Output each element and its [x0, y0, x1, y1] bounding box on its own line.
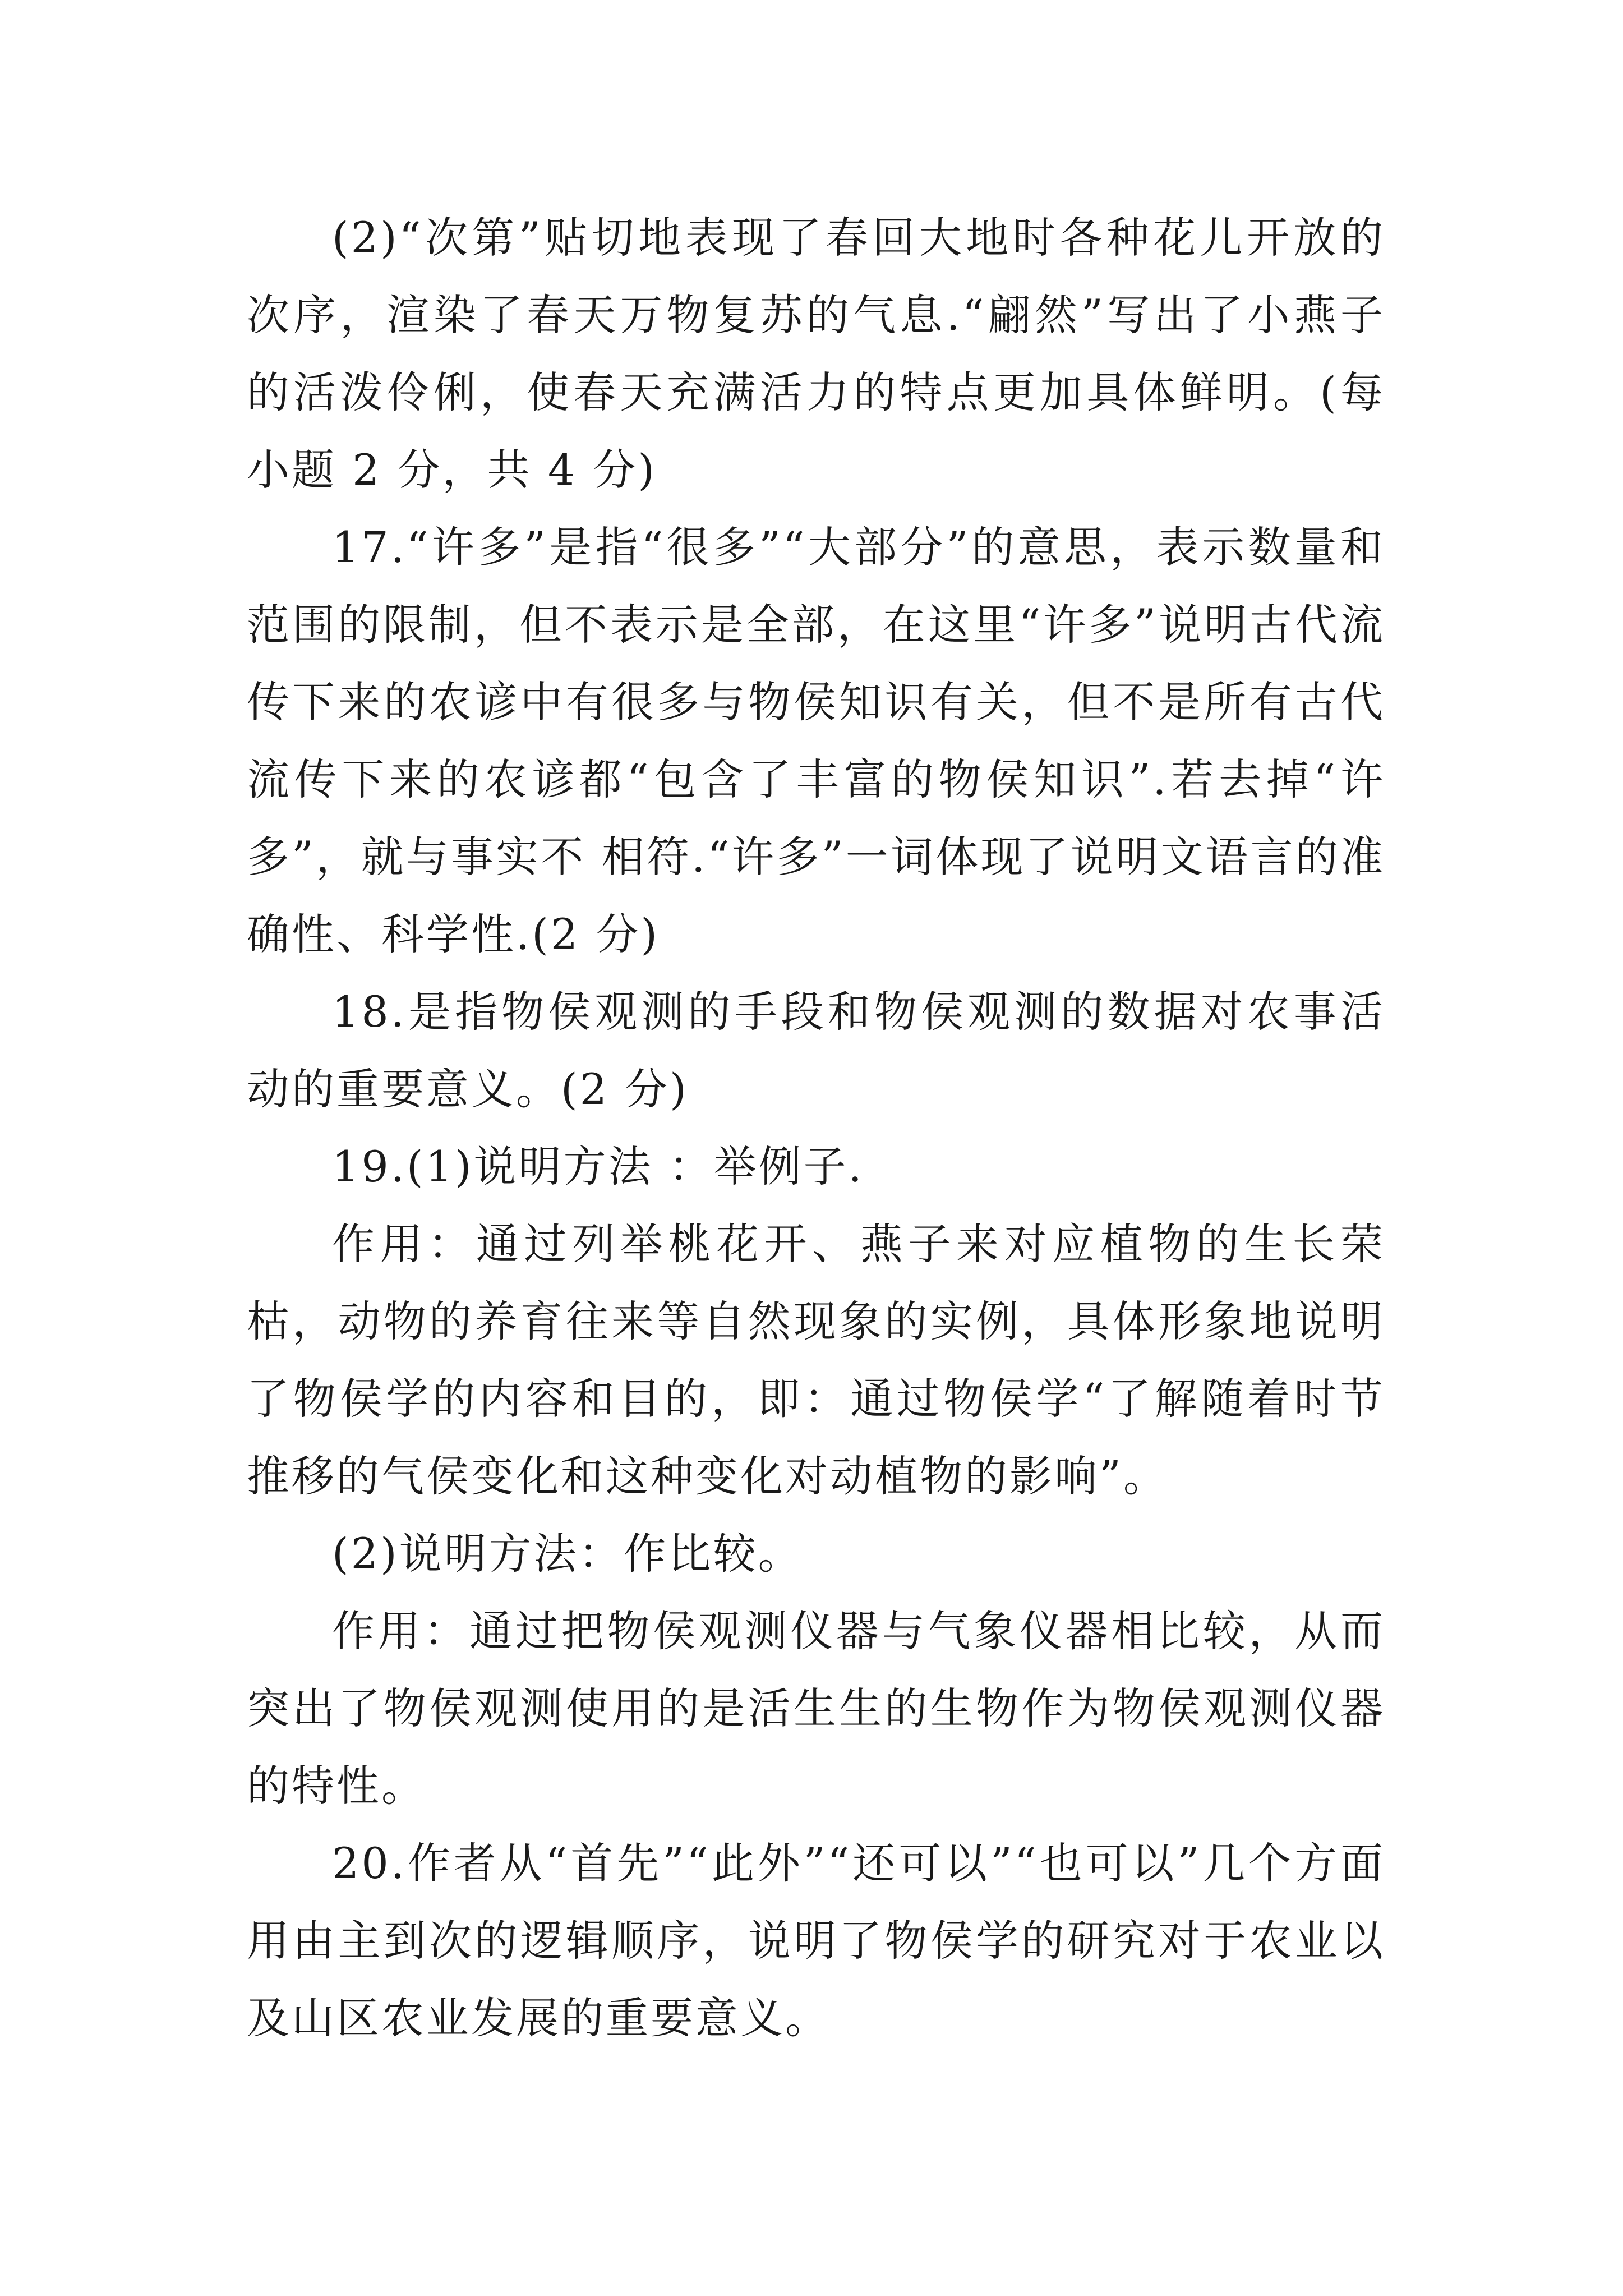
answer-17: 17.“许多”是指“很多”“大部分”的意思，表示数量和范围的限制，但不表示是全部，在这里“许多”说明古代流传下来的农谚中有很多与物侯知识有关，但不是所有古代流传下来的农谚都“包含了丰富的物侯知识”.若去掉“许多”，就与事实不 相符.“许多”一词体现了说明文语言的准确性、科学性.(2 分): [247, 522, 1385, 959]
answer-19-part-2-effect: 作用：通过把物侯观测仪器与气象仪器相比较，从而突出了物侯观测使用的是活生生的生物作为物侯观测仪器的特性。: [247, 1606, 1385, 1811]
answer-20: 20.作者从“首先”“此外”“还可以”“也可以”几个方面用由主到次的逻辑顺序，说明了物侯学的研究对于农业以及山区农业发展的重要意义。: [247, 1838, 1385, 2043]
answer-text: [247, 199, 1385, 2057]
answer-19-part-2: (2)说明方法：作比较。: [332, 1529, 803, 1579]
answer-19-part-1: 19.(1)说明方法 ：举例子.: [332, 1142, 864, 1191]
answer-18: 18.是指物侯观测的手段和物侯观测的数据对农事活动的重要意义。(2 分): [247, 987, 1385, 1114]
answer-16-part-2: (2)“次第”贴切地表现了春回大地时各种花儿开放的次序，渲染了春天万物复苏的气息.“翩然”写出了小燕子的活泼伶俐，使春天充满活力的特点更加具体鲜明。(每小题 2 分，共 4 分): [247, 213, 1385, 495]
answer-19-part-1-effect: 作用：通过列举桃花开、燕子来对应植物的生长荣枯，动物的养育往来等自然现象的实例，具体形象地说明了物侯学的内容和目的，即：通过物侯学“了解随着时节推移的气侯变化和这种变化对动植物的影响”。: [247, 1219, 1385, 1501]
